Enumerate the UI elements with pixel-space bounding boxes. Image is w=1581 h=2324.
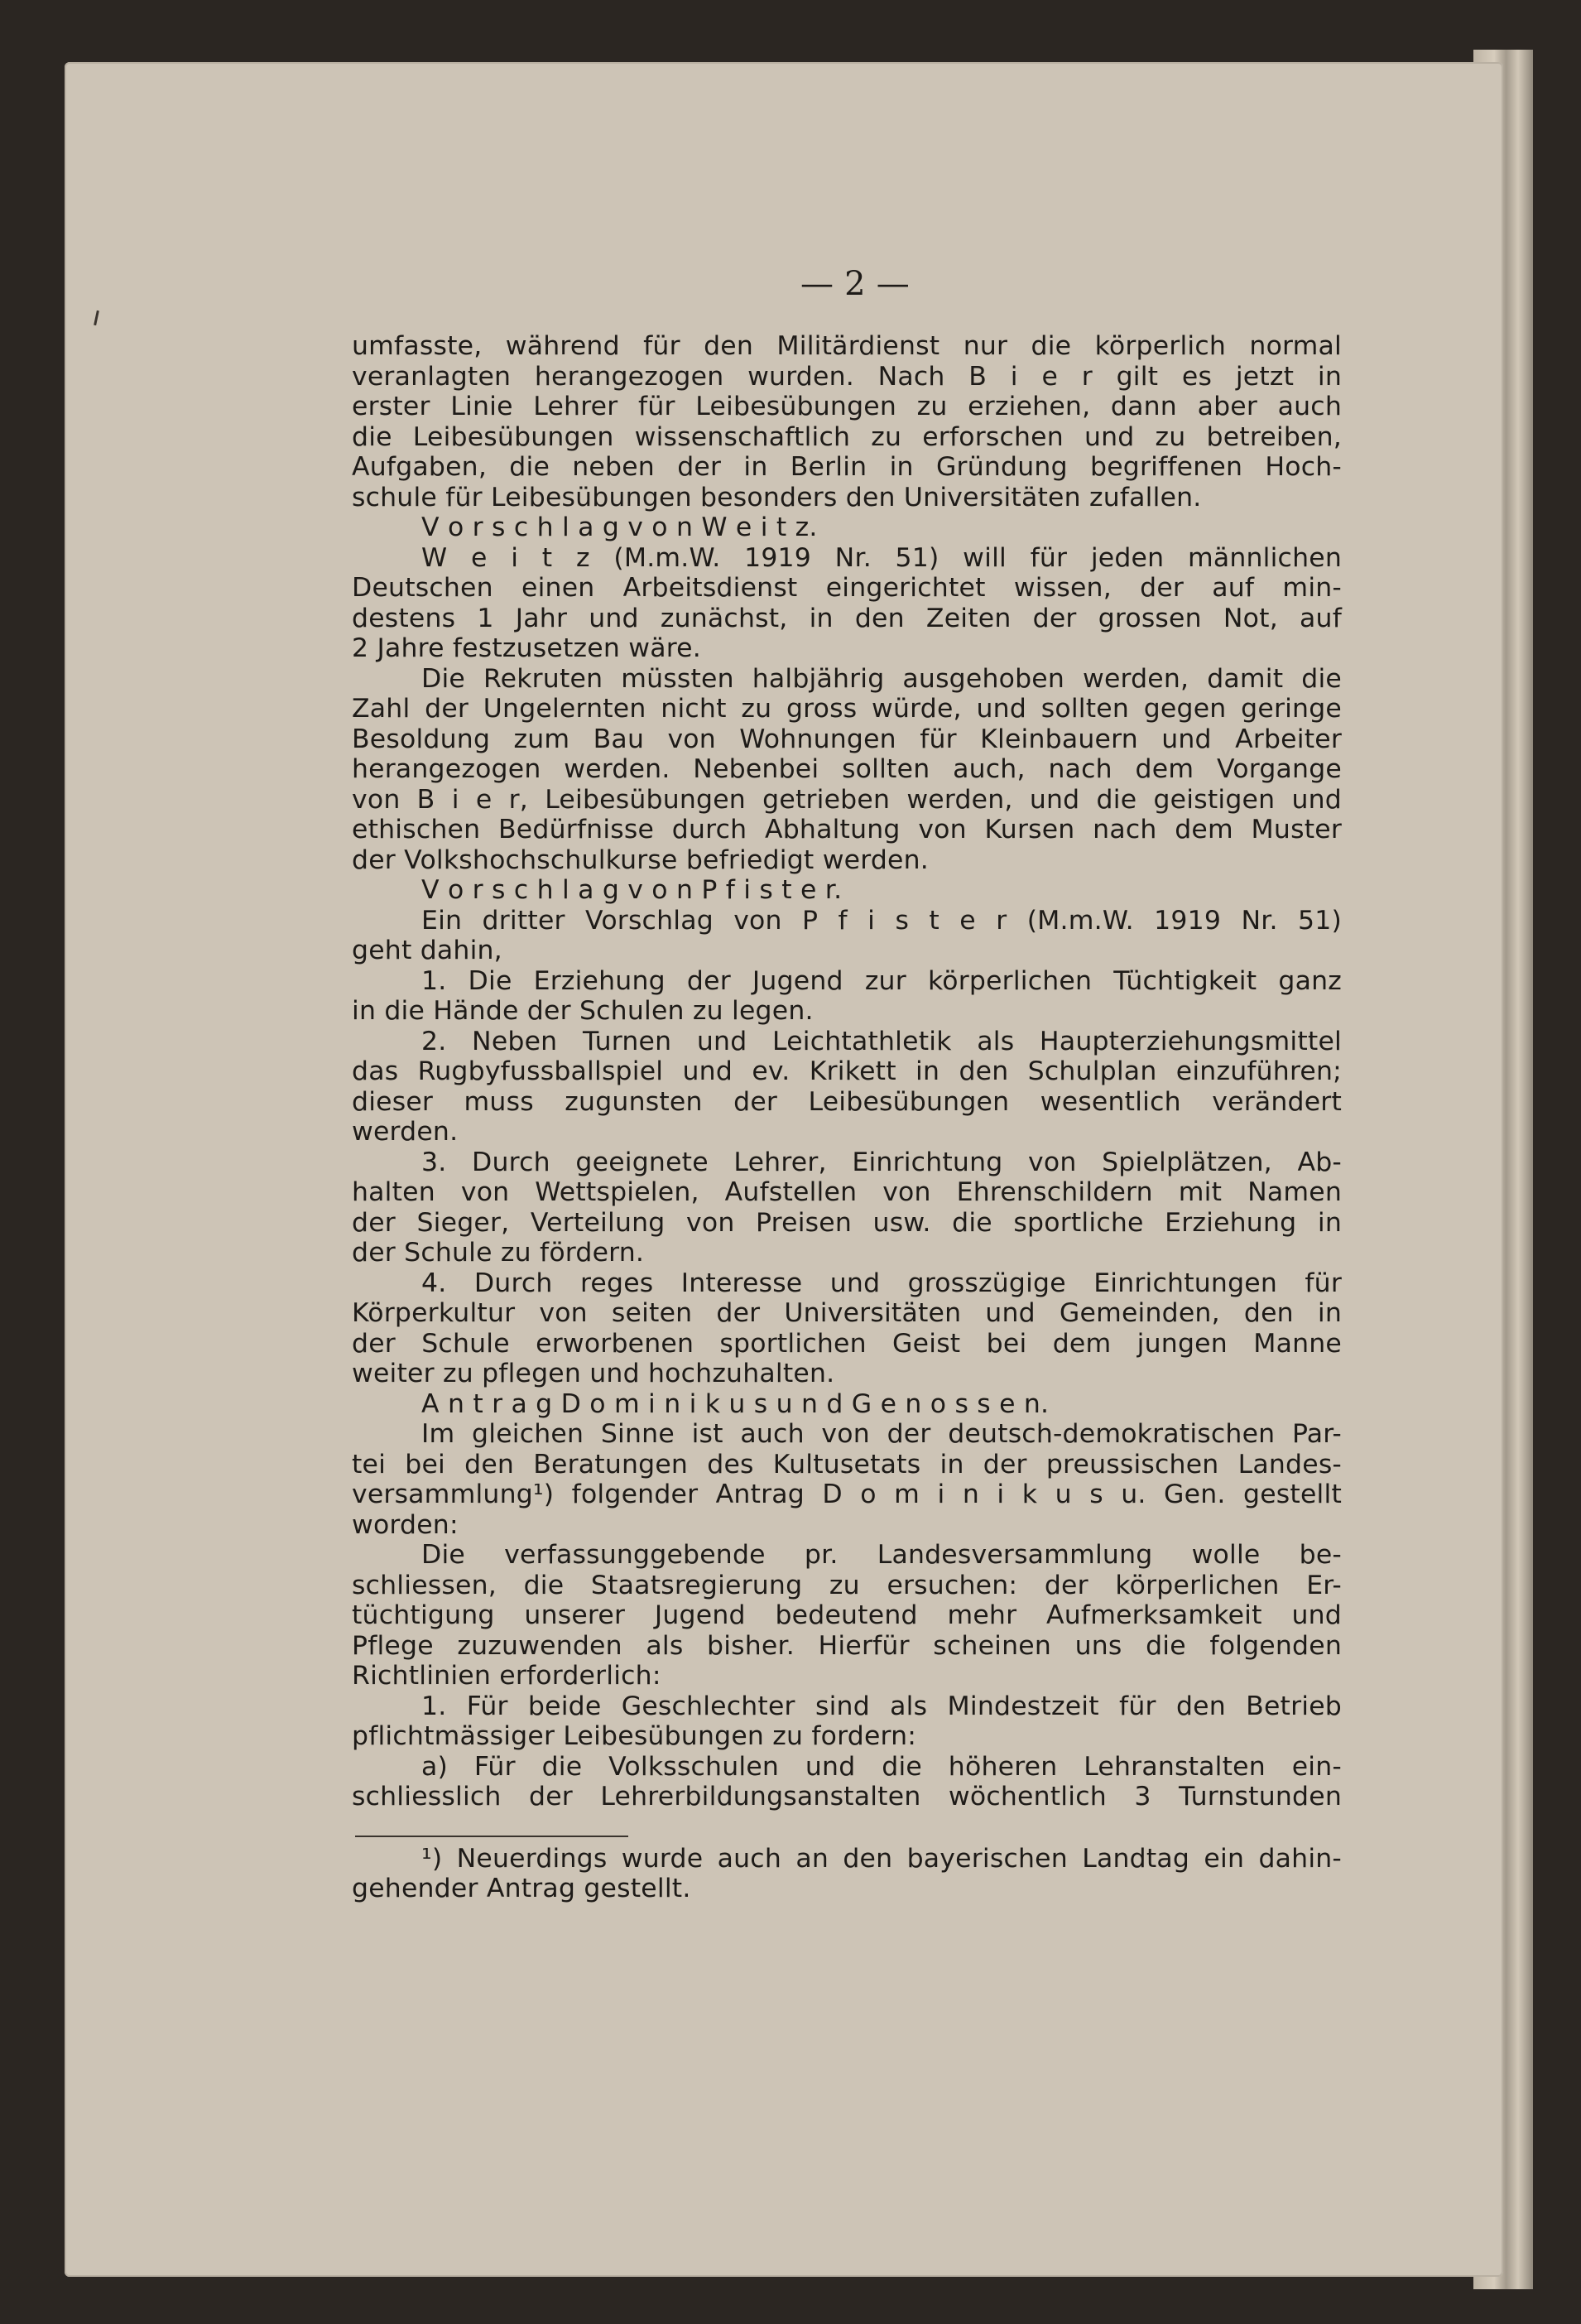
text-line: die Leibesübungen wissenschaftlich zu erforschen und zu betreiben, bbox=[352, 421, 1342, 452]
text-line: versammlung¹) folgender Antrag D o m i n i k u s u. Gen. gestellt bbox=[352, 1480, 1342, 1509]
text-line: pflichtmässiger Leibesübungen zu fordern: bbox=[352, 1721, 917, 1751]
footnote-divider bbox=[355, 1836, 628, 1837]
text-line: tüchtigung unserer Jugend bedeutend mehr Aufmerksamkeit und bbox=[352, 1600, 1342, 1630]
text-line: weiter zu pflegen und hochzuhalten. bbox=[352, 1359, 835, 1388]
text-line: umfasste, während für den Militärdienst nur die körperlich normal bbox=[352, 331, 1342, 361]
text-line: der Sieger, Verteilung von Preisen usw. die sportliche Erziehung in bbox=[352, 1207, 1342, 1238]
text-line: ethischen Bedürfnisse durch Abhaltung von Kursen nach dem Muster bbox=[352, 815, 1342, 844]
text-line: Im gleichen Sinne ist auch von der deutsch-demokratischen Par- bbox=[421, 1419, 1342, 1449]
text-line: schliessen, die Staatsregierung zu ersuchen: der körperlichen Er- bbox=[352, 1570, 1342, 1600]
text-line: herangezogen werden. Nebenbei sollten auch, nach dem Vorgange bbox=[352, 754, 1342, 784]
text-line: geht dahin, bbox=[352, 936, 502, 965]
page-content bbox=[352, 265, 1342, 1904]
text-line: Die Rekruten müssten halbjährig ausgehoben werden, damit die bbox=[421, 663, 1342, 694]
text-line: Besoldung zum Bau von Wohnungen für Kleinbauern und Arbeiter bbox=[352, 724, 1342, 754]
text-line: destens 1 Jahr und zunächst, in den Zeiten der grossen Not, auf bbox=[352, 603, 1342, 633]
text-line: 1. Die Erziehung der Jugend zur körperlichen Tüchtigkeit ganz bbox=[421, 965, 1342, 996]
text-line: 1. Für beide Geschlechter sind als Mindestzeit für den Betrieb bbox=[421, 1691, 1342, 1721]
text-line: Zahl der Ungelernten nicht zu gross würde, und sollten gegen geringe bbox=[352, 694, 1342, 724]
text-line: Deutschen einen Arbeitsdienst eingerichtet wissen, der auf min- bbox=[352, 573, 1342, 603]
text-line: schule für Leibesübungen besonders den Universitäten zufallen. bbox=[352, 482, 1202, 512]
text-line: V o r s c h l a g v o n W e i t z. bbox=[421, 512, 818, 542]
text-line: der Schule erworbenen sportlichen Geist bei dem jungen Manne bbox=[352, 1328, 1342, 1359]
text-line: A n t r a g D o m i n i k u s u n d G e n o s s e n. bbox=[421, 1388, 1050, 1419]
text-line: veranlagten herangezogen wurden. Nach B i e r gilt es jetzt in bbox=[352, 361, 1342, 392]
text-line: tei bei den Beratungen des Kultusetats in der preussischen Landes- bbox=[352, 1449, 1342, 1480]
page-number: — 2 — bbox=[800, 265, 910, 303]
text-line: W e i t z (M.m.W. 1919 Nr. 51) will für jeden männlichen bbox=[421, 542, 1342, 573]
text-line: Pflege zuzuwenden als bisher. Hierfür scheinen uns die folgenden bbox=[352, 1630, 1342, 1661]
text-line: der Schule zu fördern. bbox=[352, 1238, 645, 1268]
text-line: dieser muss zugunsten der Leibesübungen wesentlich verändert bbox=[352, 1086, 1342, 1117]
text-line: halten von Wettspielen, Aufstellen von Ehrenschildern mit Namen bbox=[352, 1177, 1342, 1207]
text-line: schliesslich der Lehrerbildungsanstalten wöchentlich 3 Turnstunden bbox=[352, 1782, 1342, 1812]
text-line: 2 Jahre festzusetzen wäre. bbox=[352, 633, 701, 663]
footnote-line: ¹) Neuerdings wurde auch an den bayerischen Landtag ein dahin- bbox=[421, 1843, 1342, 1874]
footnote-line: gehender Antrag gestellt. bbox=[352, 1874, 691, 1903]
text-line: 3. Durch geeignete Lehrer, Einrichtung von Spielplätzen, Ab- bbox=[421, 1147, 1342, 1177]
text-line: Richtlinien erforderlich: bbox=[352, 1661, 661, 1691]
text-line: von B i e r, Leibesübungen getrieben werden, und die geistigen und bbox=[352, 784, 1342, 815]
text-line: erster Linie Lehrer für Leibesübungen zu erziehen, dann aber auch bbox=[352, 392, 1342, 421]
text-line: V o r s c h l a g v o n P f i s t e r. bbox=[421, 875, 843, 905]
text-line: Die verfassunggebende pr. Landesversammlung wolle be- bbox=[421, 1540, 1342, 1570]
text-line: in die Hände der Schulen zu legen. bbox=[352, 996, 814, 1026]
text-line: Körperkultur von seiten der Universitäten und Gemeinden, den in bbox=[352, 1298, 1342, 1328]
body-text bbox=[352, 331, 1342, 1812]
text-line: der Volkshochschulkurse befriedigt werden. bbox=[352, 844, 929, 875]
text-line: worden: bbox=[352, 1509, 459, 1540]
text-line: Ein dritter Vorschlag von P f i s t e r (M.m.W. 1919 Nr. 51) bbox=[421, 905, 1342, 936]
text-line: Aufgaben, die neben der in Berlin in Gründung begriffenen Hoch- bbox=[352, 452, 1342, 482]
footnote bbox=[352, 1844, 1342, 1904]
text-line: 2. Neben Turnen und Leichtathletik als Haupterziehungsmittel bbox=[421, 1026, 1342, 1056]
text-line: a) Für die Volksschulen und die höheren Lehranstalten ein- bbox=[421, 1751, 1342, 1782]
text-line: 4. Durch reges Interesse und grosszügige Einrichtungen für bbox=[421, 1268, 1342, 1298]
text-line: werden. bbox=[352, 1117, 459, 1147]
text-line: das Rugbyfussballspiel und ev. Krikett in den Schulplan einzuführen; bbox=[352, 1056, 1342, 1086]
